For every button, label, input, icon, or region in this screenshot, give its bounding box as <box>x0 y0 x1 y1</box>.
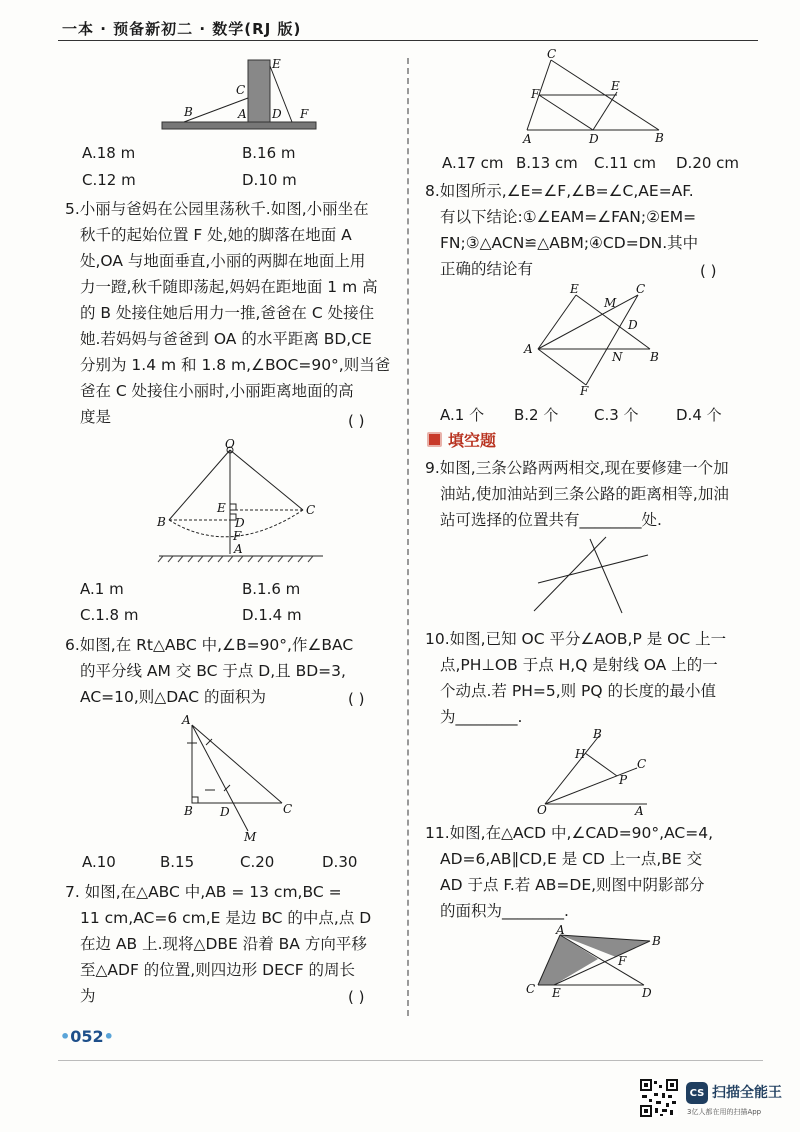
q10-label-C: C <box>637 757 647 771</box>
q7-option-c[interactable]: C.11 cm <box>594 154 656 172</box>
q7-label-D: D <box>589 132 599 146</box>
q5-label-D: D <box>235 516 245 530</box>
q4-option-c[interactable]: C.12 m <box>82 171 136 189</box>
q11-label-E: E <box>552 986 561 1000</box>
q8-label-C: C <box>636 282 646 296</box>
q11-line-3: AD 于点 F.若 AB=DE,则图中阴影部分 <box>440 876 705 894</box>
q4-label-F: F <box>300 107 309 121</box>
camscanner-tagline: 3亿人都在用的扫描App <box>687 1108 762 1116</box>
q7-figure <box>515 47 675 147</box>
q11-label-A: A <box>556 923 565 937</box>
q11-line-1: 11.如图,在△ACD 中,∠CAD=90°,AC=4, <box>425 824 714 842</box>
q11-figure <box>522 925 672 1003</box>
q11-label-D: D <box>642 986 652 1000</box>
q6-label-D: D <box>220 805 230 819</box>
q6-line-1: 6.如图,在 Rt△ABC 中,∠B=90°,作∠BAC <box>65 636 354 654</box>
q9-line-2: 油站,使加油站到三条公路的距离相等,加油 <box>440 485 729 503</box>
q10-label-P: P <box>619 773 628 787</box>
q8-answer-paren[interactable]: ( ) <box>700 262 717 280</box>
q6-answer-paren[interactable]: ( ) <box>348 690 365 708</box>
q7-option-a[interactable]: A.17 cm <box>442 154 504 172</box>
q8-option-d[interactable]: D.4 个 <box>676 406 722 424</box>
q8-option-c[interactable]: C.3 个 <box>594 406 639 424</box>
q5-label-F: F <box>233 529 242 543</box>
page-number-text: 052 <box>70 1027 104 1046</box>
q5-line-3: 处,OA 与地面垂直,小丽的两脚在地面上用 <box>80 252 366 270</box>
q5-line-9: 度是 <box>80 408 112 426</box>
q11-label-C: C <box>526 982 536 996</box>
q8-label-B: B <box>650 350 659 364</box>
q6-line-2: 的平分线 AM 交 BC 于点 D,且 BD=3, <box>80 662 346 680</box>
section-marker-icon <box>427 432 442 447</box>
q6-line-3: AC=10,则△DAC 的面积为 <box>80 688 266 706</box>
q11-line-4: 的面积为________. <box>440 902 569 920</box>
q5-label-O: O <box>225 437 235 451</box>
q7-line-3: 在边 AB 上.现将△DBE 沿着 BA 方向平移 <box>80 935 367 953</box>
q8-line-4: 正确的结论有 <box>440 260 534 278</box>
q4-label-B: B <box>184 105 193 119</box>
q8-line-3: FN;③△ACN≌△ABM;④CD=DN.其中 <box>440 234 699 252</box>
footer-rule <box>58 1060 763 1061</box>
camscanner-logo-icon: CS <box>686 1082 708 1104</box>
q11-label-B: B <box>652 934 661 948</box>
q8-label-N: N <box>612 350 623 364</box>
q11-line-2: AD=6,AB∥CD,E 是 CD 上一点,BE 交 <box>440 850 703 868</box>
q7-label-F: F <box>531 87 540 101</box>
q10-line-1: 10.如图,已知 OC 平分∠AOB,P 是 OC 上一 <box>425 630 727 648</box>
column-divider <box>407 58 409 1016</box>
q5-option-c[interactable]: C.1.8 m <box>80 606 139 624</box>
section-title: 填空题 <box>448 431 497 450</box>
q8-figure <box>520 282 670 398</box>
q6-figure <box>180 715 300 845</box>
q8-label-D: D <box>628 318 638 332</box>
q5-option-a[interactable]: A.1 m <box>80 580 124 598</box>
q5-line-4: 力一蹬,秋千随即荡起,妈妈在距地面 1 m 高 <box>80 278 378 296</box>
q4-option-b[interactable]: B.16 m <box>242 144 296 162</box>
q5-line-6: 她.若妈妈与爸爸到 OA 的水平距离 BD,CE <box>80 330 372 348</box>
q6-label-A: A <box>182 713 191 727</box>
q5-option-b[interactable]: B.1.6 m <box>242 580 301 598</box>
q7-option-b[interactable]: B.13 cm <box>516 154 578 172</box>
q10-figure <box>535 728 655 816</box>
q5-figure <box>155 437 325 567</box>
q6-option-a[interactable]: A.10 <box>82 853 116 871</box>
q6-option-c[interactable]: C.20 <box>240 853 275 871</box>
q4-label-E: E <box>272 57 281 71</box>
q7-label-C: C <box>547 47 557 61</box>
q11-label-F: F <box>618 954 627 968</box>
q8-label-E: E <box>570 282 579 296</box>
q7-option-d[interactable]: D.20 cm <box>676 154 740 172</box>
q9-line-3: 站可选择的位置共有________处. <box>440 511 662 529</box>
q10-line-2: 点,PH⊥OB 于点 H,Q 是射线 OA 上的一 <box>440 656 718 674</box>
q9-figure <box>530 535 650 615</box>
q7-label-A: A <box>523 132 532 146</box>
q5-option-d[interactable]: D.1.4 m <box>242 606 302 624</box>
q10-line-3: 个动点.若 PH=5,则 PQ 的长度的最小值 <box>440 682 717 700</box>
q4-option-a[interactable]: A.18 m <box>82 144 136 162</box>
q5-line-1: 5.小丽与爸妈在公园里荡秋千.如图,小丽坐在 <box>65 200 369 218</box>
q5-answer-paren[interactable]: ( ) <box>348 412 365 430</box>
page-number: •052• <box>60 1027 114 1046</box>
q6-label-B: B <box>184 804 193 818</box>
q7-answer-paren[interactable]: ( ) <box>348 988 365 1006</box>
q8-line-1: 8.如图所示,∠E=∠F,∠B=∠C,AE=AF. <box>425 182 694 200</box>
q4-option-d[interactable]: D.10 m <box>242 171 297 189</box>
q9-line-1: 9.如图,三条公路两两相交,现在要修建一个加 <box>425 459 729 477</box>
q6-label-M: M <box>244 830 257 844</box>
q6-option-d[interactable]: D.30 <box>322 853 358 871</box>
q8-line-2: 有以下结论:①∠EAM=∠FAN;②EM= <box>440 208 697 226</box>
q10-label-H: H <box>575 747 586 761</box>
q8-option-b[interactable]: B.2 个 <box>514 406 559 424</box>
q6-label-C: C <box>283 802 293 816</box>
q4-label-A: A <box>238 107 247 121</box>
fill-blank-section-header <box>427 428 496 451</box>
q5-line-2: 秋千的起始位置 F 处,她的脚落在地面 A <box>80 226 352 244</box>
q7-line-1: 7. 如图,在△ABC 中,AB = 13 cm,BC = <box>65 883 342 901</box>
header-title: 一本 · 预备新初二 · 数学(RJ 版) <box>62 20 302 38</box>
q7-line-2: 11 cm,AC=6 cm,E 是边 BC 的中点,点 D <box>80 909 372 927</box>
header-rule <box>58 40 758 41</box>
q4-label-D: D <box>272 107 282 121</box>
q4-figure <box>160 58 320 132</box>
q10-label-A: A <box>635 804 644 818</box>
q4-label-C: C <box>236 83 246 97</box>
q10-line-4: 为________. <box>440 708 523 726</box>
q8-label-F: F <box>580 384 589 398</box>
q8-option-a[interactable]: A.1 个 <box>440 406 485 424</box>
q7-label-E: E <box>611 79 620 93</box>
q7-line-4: 至△ADF 的位置,则四边形 DECF 的周长 <box>80 961 356 979</box>
q5-label-C: C <box>306 503 316 517</box>
q10-label-B: B <box>593 727 602 741</box>
q8-label-A: A <box>524 342 533 356</box>
q5-line-7: 分别为 1.4 m 和 1.8 m,∠BOC=90°,则当爸 <box>80 356 391 374</box>
q5-label-A: A <box>234 542 243 556</box>
qr-code-icon <box>640 1079 678 1117</box>
q5-line-5: 的 B 处接住她后用力一推,爸爸在 C 处接住 <box>80 304 375 322</box>
q10-label-O: O <box>537 803 547 817</box>
q6-option-b[interactable]: B.15 <box>160 853 195 871</box>
q7-label-B: B <box>655 131 664 145</box>
q5-label-E: E <box>217 501 226 515</box>
q8-label-M: M <box>604 296 617 310</box>
camscanner-app-name: 扫描全能王 <box>712 1085 782 1101</box>
q5-label-B: B <box>157 515 166 529</box>
q5-line-8: 爸在 C 处接住小丽时,小丽距离地面的高 <box>80 382 354 400</box>
q7-line-5: 为 <box>80 987 96 1005</box>
